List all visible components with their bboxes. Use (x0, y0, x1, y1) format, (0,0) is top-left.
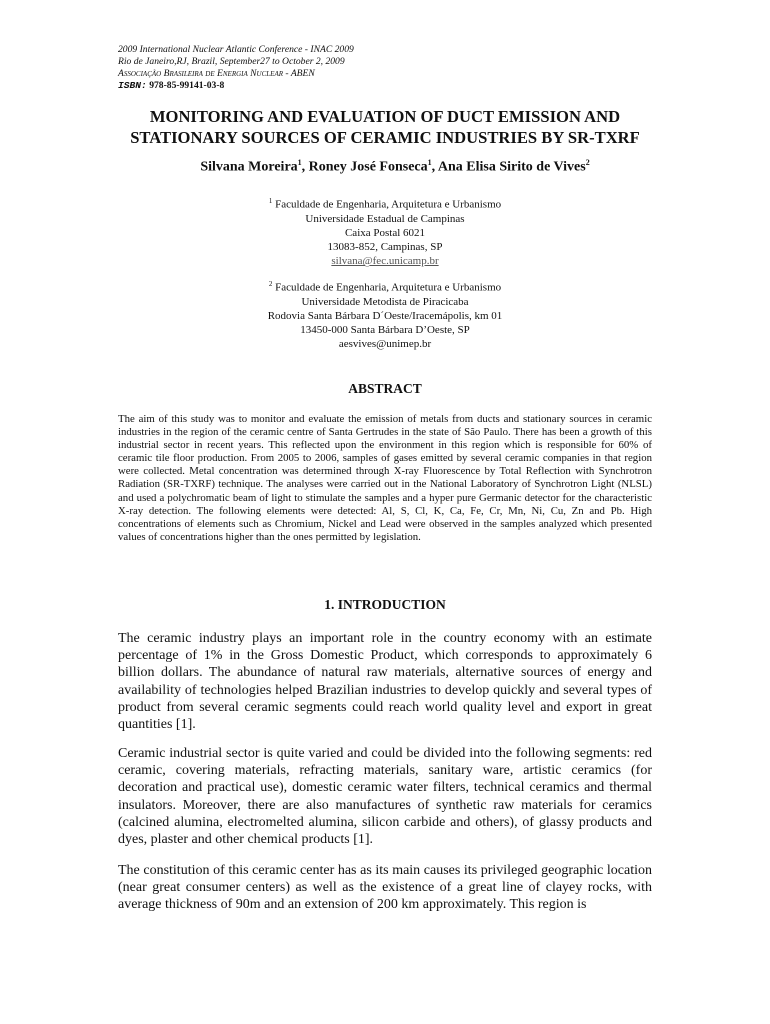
affiliation-line: Faculdade de Engenharia, Arquitetura e Urbanismo (275, 281, 502, 294)
affiliation-line: Rodovia Santa Bárbara D´Oeste/Iracemápolis, km 01 (267, 310, 503, 323)
email-link[interactable]: silvana@fec.unicamp.br (331, 255, 439, 268)
intro-paragraph-2: Ceramic industrial sector is quite varied and could be divided into the following segments: red ceramic, covering materials, refracting materials, sanitary ware, artistic ceramics (for decoration and practical use), domestic ceramic water filters, technical ceramics and thermal insulators. Moreover, there are also manufactures of synthetic raw materials for ceramics (calcined alumina, electromelted alumina, silicon carbide and others), of glassy products and dyes, plaster and other chemical products [1]. (118, 746, 652, 848)
isbn-label: ISBN: (118, 80, 147, 91)
intro-heading: 1. INTRODUCTION (324, 597, 446, 612)
header-line-association: Associação Brasileira de Energia Nuclear - ABEN (118, 68, 315, 79)
affiliation-line: 13450-000 Santa Bárbara D’Oeste, SP (300, 324, 470, 337)
author-list: Silvana Moreira$^1$, Roney José Fonseca$^1$, Ana Elisa Sirito de Vives$^2$ (200, 158, 590, 175)
affiliation-line: Universidade Estadual de Campinas (305, 212, 465, 225)
affiliation-line: Universidade Metodista de Piracicaba (301, 295, 469, 308)
title-line-1: MONITORING AND EVALUATION OF DUCT EMISSION AND (149, 107, 621, 126)
isbn-value: 978-85-99141-03-8 (149, 80, 225, 91)
header-isbn (118, 80, 354, 92)
author-name: Silvana Moreira (200, 159, 298, 175)
affiliation-sup: 2 (268, 280, 273, 288)
author-sup: 2 (585, 158, 590, 167)
intro-paragraph-3: The constitution of this ceramic center has as its main causes its privileged geographic location (near great consumer centers) as well as the existence of a great line of clayey rocks, with average thickness of 90m and an extension of 200 km approximately. This region is (118, 863, 652, 913)
header-line-location: Rio de Janeiro,RJ, Brazil, September27 to October 2, 2009 (118, 56, 345, 67)
affiliation-line: 13083-852, Campinas, SP (327, 241, 443, 254)
author-sup: 1 (427, 158, 432, 167)
author-sup: 1 (297, 158, 302, 167)
title-line-2: STATIONARY SOURCES OF CERAMIC INDUSTRIES BY SR-TXRF (130, 128, 640, 147)
header-line-conference: 2009 International Nuclear Atlantic Conference - INAC 2009 (118, 44, 354, 55)
paper-title (100, 106, 670, 148)
affiliation-line: Faculdade de Engenharia, Arquitetura e Urbanismo (275, 198, 502, 211)
author-name: Roney José Fonseca (308, 159, 428, 175)
affiliation-line: Caixa Postal 6021 (344, 227, 426, 240)
affiliation-1 (200, 194, 570, 269)
affiliation-sup: 1 (268, 197, 273, 205)
affiliation-2 (200, 277, 570, 352)
author-name: Ana Elisa Sirito de Vives (437, 159, 586, 175)
abstract-heading: ABSTRACT (348, 381, 422, 396)
conference-header (118, 44, 354, 92)
intro-paragraph-1: The ceramic industry plays an important role in the country economy with an estimate percentage of 1% in the Gross Domestic Product, which corresponds to approximately 6 billion dollars. The abundance of natural raw materials, alternative sources of energy and availability of technologies helped Brazilian industries to develop quickly and several types of product from several ceramic segments could reach world quality level and export in great quantities [1]. (118, 631, 652, 733)
abstract-text: The aim of this study was to monitor and evaluate the emission of metals from ducts and stationary sources in ceramic industries in the region of the ceramic centre of Santa Gertrudes in the state of São Paulo. There has been a growth of this industrial sector in recent years. This reflected upon the environment in this region which is responsible for 60% of ceramic tile floor production. From 2005 to 2006, samples of gases emitted by several ceramic companies in that region were collected. Metal concentration was determined through X-ray Fluorescence by Total Reflection with Synchrotron Radiation (SR-TXRF) technique. The analyses were carried out in the National Laboratory of Synchrotron Light (NLSL) and used a polychromatic beam of light to stimulate the samples and a hyper pure Germanic detector for the characteristic X-ray detection. The following elements were detected: Al, S, Cl, K, Ca, Fe, Cr, Mn, Ni, Cu, Zn and Pb. High concentrations of elements such as Chromium, Nickel and Lead were observed in the samples analyzed which presented values of concentrations higher than the ones permitted by legislation. (118, 413, 652, 543)
affiliation-email: aesvives@unimep.br (338, 338, 432, 351)
